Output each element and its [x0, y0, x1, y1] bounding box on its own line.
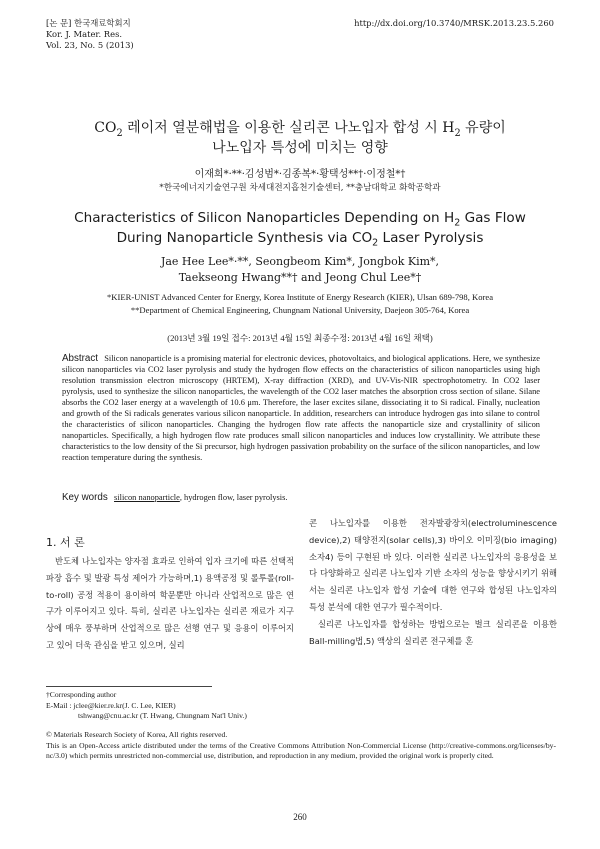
paragraph: 실리콘 나노입자를 합성하는 방법으로는 벌크 실리콘을 이용한 Ball-milling법,5) 액상의 실리콘 전구체를 혼	[309, 618, 557, 646]
korean-affiliations: *한국에너지기술연구원 차세대전지흡천기술센터, **충남대학교 화학공학과	[159, 183, 441, 193]
email-line: tshwang@cnu.ac.kr (T. Hwang, Chungnam Nat'l Univ.)	[78, 711, 247, 720]
korean-authors: 이재희*·**·김성범*·김종복*·황택성**†·이정철*†	[194, 169, 406, 180]
copyright: © Materials Research Society of Korea, All rights reserved.	[46, 730, 228, 739]
keyword-first: silicon nanoparticle	[114, 493, 180, 502]
paragraph: 콘 나노입자를 이용한 전자발광장치(electroluminescence device),2) 태양전지(solar cells),3) 바이오 이미징(bio imaging) 소자4) 등이 구현된 바 있다. 이러한 실리콘 나노입자의 응용성을 보다 다양화하고 실리콘 나노입자 기반 소자의 성능을 향상시키기 위해서는 실리콘 나노입자 합성 기술에 대한 연구와 합성된 나노입자의 특성 분석에 대한 연구가 필수적이다.	[309, 518, 557, 612]
submission-dates: (2013년 3월 19일 접수: 2013년 4월 15일 최종수정: 2013년 4월 16일 채택)	[167, 333, 433, 343]
license-text: This is an Open-Access article distributed under the terms of the Creative Commons Attribution Non-Commercial License (http://creative-commons.org/licenses/by-nc/3.0) which permits unrestricted non-commercial use, distribution, and reproduction in any medium, provided the original work is properly cited.	[46, 740, 556, 760]
abstract-text: Silicon nanoparticle is a promising material for electronic devices, photovoltaics, and biological applications. Here, we synthesize silicon nanoparticles via CO2 laser pyrolysis and study the hydrogen flow effects on the characteristics of silicon nanoparticles using high resolution transmission electron microscopy (HRTEM), X-ray diffraction (XRD), and UV-Vis-NIR spectrophotometry. In CO2 laser pyrolysis, used to synthesize the silicon nanoparticles, the wavelength of the CO2 laser matches the absorption cross section of silane. Silane absorbs the CO2 laser energy at a wavelength of 10.6 μm. Therefore, the laser excites silane, dissociating it to Si radical. Finally, nucleation and growth of the Si radicals generates various silicon nanoparticle. In addition, researchers can introduce hydrogen gas into silane to control the characteristics of silicon nanoparticles. Changing the hydrogen flow rate affects the nanoparticle size and crystallinity of silicon nanoparticles. Specifically, a high hydrogen flow rate produces small silicon nanoparticles and induces low crystallinity. We attribute these characteristics to the low density of the Si precursor, high hydrogen passivation probability on the surface of the silicon nanoparticles, and low reaction temperature during the synthesis.	[62, 354, 540, 463]
journal-header	[46, 18, 134, 51]
abstract	[62, 353, 540, 463]
english-authors: Jae Hee Lee*·**, Seongbeom Kim*, Jongbok Kim*, Taekseong Hwang**† and Jeong Chul Lee*†	[160, 255, 440, 284]
keywords-label: Key words	[62, 492, 108, 503]
license-notice	[46, 730, 556, 762]
journal-name-korean: [논 문] 한국재료학회지	[46, 18, 131, 28]
body-column-right	[309, 515, 557, 649]
page-number: 260	[293, 812, 307, 822]
doi-link[interactable]: http://dx.doi.org/10.3740/MRSK.2013.23.5.260	[354, 18, 554, 28]
journal-name-english: Kor. J. Mater. Res.	[46, 29, 123, 39]
corresponding-author-footnote: †Corresponding author E-Mail : jclee@kier.re.kr(J. C. Lee, KIER) tshwang@cnu.ac.kr (T. Hwang, Chungnam Nat'l Univ.)	[46, 690, 247, 720]
journal-volume: Vol. 23, No. 5 (2013)	[46, 40, 134, 50]
body-column-left	[46, 553, 294, 654]
english-title: Characteristics of Silicon Nanoparticles Depending on $H_2$ Gas Flow During Nanoparticle Synthesis via $CO_2$ Laser Pyrolysis	[74, 210, 526, 249]
section-heading: 1. 서 론	[46, 536, 85, 549]
english-affiliations: *KIER-UNIST Advanced Center for Energy, Korea Institute of Energy Research (KIER), Ulsan 689-798, Korea **Department of Chemical Engineering, Chungnam National University, Daejeon 305-764, Korea	[106, 292, 494, 315]
keywords-rest: , hydrogen flow, laser pyrolysis.	[179, 493, 288, 502]
paragraph: 반도체 나노입자는 양자점 효과로 인하여 입자 크기에 따른 선택적 파장 흡수 및 발광 특성 제어가 가능하며,1) 용액공정 및 롤투롤(roll-to-roll) 공정 적용이 용이하여 학문뿐만 아니라 산업적으로 많은 연구가 이루어지고 있다. 특히, 실리콘 나노입자는 실리콘 재료가 지구상에 매우 풍부하며 산업적으로 많은 선행 연구 및 응용이 이루어지고 있어 더욱 관심을 받고 있으며, 실리	[46, 556, 294, 650]
korean-title: $CO_2$ 레이저 열분해법을 이용한 실리콘 나노입자 합성 시 $H_2$ 유량이 나노입자 특성에 미치는 영향	[94, 120, 506, 156]
email-line: E-Mail : jclee@kier.re.kr(J. C. Lee, KIER)	[46, 700, 176, 710]
abstract-label: Abstract	[62, 353, 98, 364]
keywords	[62, 492, 287, 503]
footnote-divider	[46, 686, 212, 687]
